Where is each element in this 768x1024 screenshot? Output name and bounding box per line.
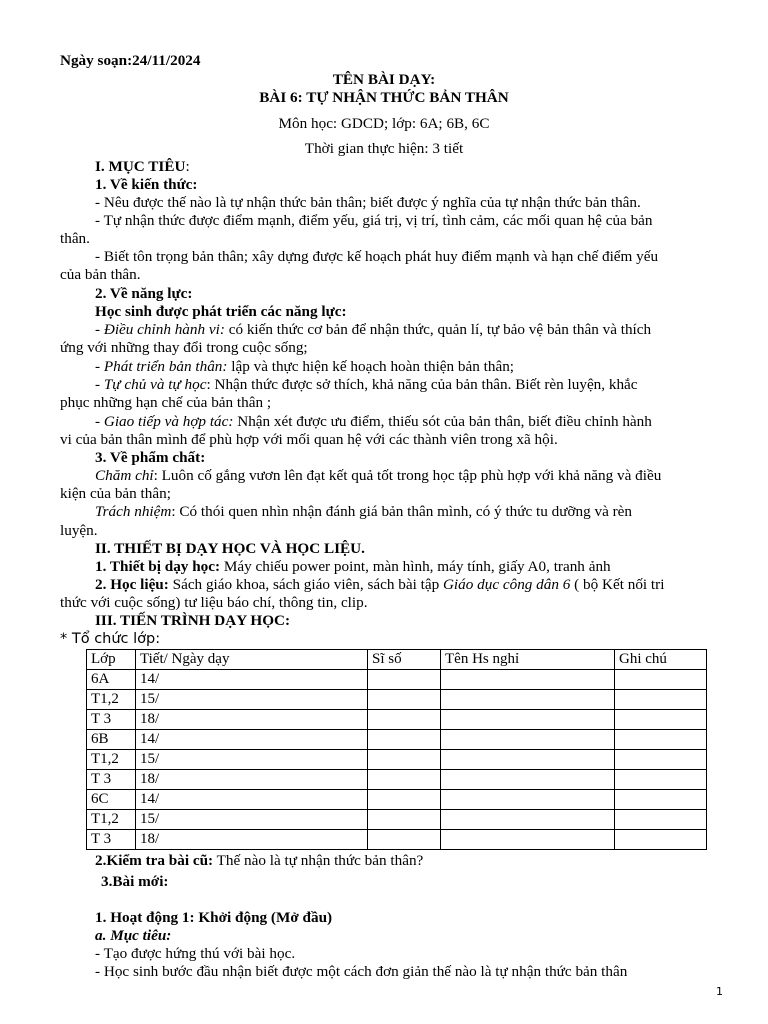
goal-item-2: - Học sinh bước đầu nhận biết được một cách đơn giản thế nào là tự nhận thức bản thân bbox=[95, 963, 628, 980]
equipment-line: 1. Thiết bị dạy học: Máy chiếu power point, màn hình, máy tính, giấy A0, tranh ảnh bbox=[95, 558, 611, 575]
attendance-table bbox=[86, 649, 707, 850]
table-cell bbox=[368, 830, 441, 850]
table-cell bbox=[441, 830, 615, 850]
quality-heading: 3. Về phẩm chất: bbox=[95, 449, 206, 466]
table-row bbox=[87, 710, 707, 730]
goal-item-1: - Tạo được hứng thú với bài học. bbox=[95, 945, 296, 962]
table-cell: 18/ bbox=[136, 830, 368, 850]
table-cell: T 3 bbox=[87, 710, 136, 730]
activity-1-heading: 1. Hoạt động 1: Khởi động (Mở đầu) bbox=[95, 909, 333, 926]
knowledge-item-2: - Tự nhận thức được điểm mạnh, điểm yếu, giá trị, vị trí, tình cảm, các mối quan hệ của bản bbox=[95, 212, 653, 229]
knowledge-item-2-cont: thân. bbox=[60, 230, 90, 247]
table-row bbox=[87, 810, 707, 830]
old-lesson-check: 2.Kiểm tra bài cũ: Thế nào là tự nhận thức bản thân? bbox=[95, 852, 424, 869]
table-header-cell: Tên Hs nghỉ bbox=[441, 650, 615, 670]
table-cell: 14/ bbox=[136, 790, 368, 810]
resources-line: 2. Học liệu: Sách giáo khoa, sách giáo viên, sách bài tập Giáo dục công dân 6 ( bộ Kết nối tri bbox=[95, 576, 665, 593]
table-cell: T1,2 bbox=[87, 690, 136, 710]
quality-item-2-cont: luyện. bbox=[60, 522, 98, 539]
table-cell bbox=[615, 770, 707, 790]
table-cell: T1,2 bbox=[87, 750, 136, 770]
materials-heading: II. THIẾT BỊ DẠY HỌC VÀ HỌC LIỆU. bbox=[95, 540, 365, 557]
table-cell: T1,2 bbox=[87, 810, 136, 830]
lesson-title: BÀI 6: TỰ NHẬN THỨC BẢN THÂN bbox=[259, 89, 509, 106]
duration-line: Thời gian thực hiện: 3 tiết bbox=[304, 140, 464, 157]
subject-line: Môn học: GDCD; lớp: 6A; 6B, 6C bbox=[278, 115, 490, 132]
table-cell: T 3 bbox=[87, 830, 136, 850]
table-header-cell: Ghi chú bbox=[615, 650, 707, 670]
goal-label: a. Mục tiêu: bbox=[95, 927, 172, 944]
competence-subheading: Học sinh được phát triển các năng lực: bbox=[95, 303, 347, 320]
table-cell bbox=[615, 790, 707, 810]
quality-item-1-cont: kiện của bản thân; bbox=[60, 485, 171, 502]
competence-item-4: - Giao tiếp và hợp tác: Nhận xét được ưu điểm, thiếu sót của bản thân, biết điều chỉnh hành bbox=[95, 413, 652, 430]
table-row bbox=[87, 730, 707, 750]
table-header-row bbox=[87, 650, 707, 670]
table-cell bbox=[368, 710, 441, 730]
quality-item-1: Chăm chỉ: Luôn cố gắng vươn lên đạt kết quả tốt trong học tập phù hợp với khả năng và điều bbox=[95, 467, 662, 484]
table-header-cell: Tiết/ Ngày dạy bbox=[136, 650, 368, 670]
competence-item-2: - Phát triển bản thân: lập và thực hiện kế hoạch hoàn thiện bản thân; bbox=[95, 358, 515, 375]
table-cell: 6B bbox=[87, 730, 136, 750]
table-cell bbox=[615, 750, 707, 770]
table-row bbox=[87, 750, 707, 770]
table-cell bbox=[368, 730, 441, 750]
knowledge-item-3: - Biết tôn trọng bản thân; xây dựng được kế hoạch phát huy điểm mạnh và hạn chế điểm yếu bbox=[95, 248, 659, 265]
competence-item-1: - Điều chỉnh hành vi: có kiến thức cơ bản để nhận thức, quản lí, tự bảo vệ bản thân và thích bbox=[95, 321, 652, 338]
resources-line-cont: thức với cuộc sống) tư liệu báo chí, thông tin, clip. bbox=[60, 594, 368, 611]
table-cell bbox=[615, 670, 707, 690]
table-cell bbox=[615, 690, 707, 710]
quality-item-2: Trách nhiệm: Có thói quen nhìn nhận đánh giá bản thân mình, có ý thức tu dưỡng và rèn bbox=[95, 503, 633, 520]
table-cell: 14/ bbox=[136, 730, 368, 750]
table-cell bbox=[441, 810, 615, 830]
table-cell bbox=[441, 770, 615, 790]
table-row bbox=[87, 830, 707, 850]
table-cell bbox=[441, 730, 615, 750]
class-organization-label: * Tổ chức lớp: bbox=[60, 631, 161, 647]
table-header-cell: Sĩ số bbox=[368, 650, 441, 670]
competence-heading: 2. Về năng lực: bbox=[95, 285, 193, 302]
new-lesson-heading: 3.Bài mới: bbox=[101, 873, 169, 890]
date-prepared: Ngày soạn:24/11/2024 bbox=[60, 52, 201, 69]
knowledge-heading: 1. Về kiến thức: bbox=[95, 176, 198, 193]
table-header-cell: Lớp bbox=[87, 650, 136, 670]
table-cell: T 3 bbox=[87, 770, 136, 790]
table-cell: 15/ bbox=[136, 750, 368, 770]
table-row bbox=[87, 790, 707, 810]
table-cell: 15/ bbox=[136, 810, 368, 830]
table-cell bbox=[441, 710, 615, 730]
table-cell bbox=[615, 710, 707, 730]
table-cell bbox=[441, 670, 615, 690]
page-number: 1 bbox=[716, 985, 723, 998]
table-cell bbox=[615, 730, 707, 750]
table-row bbox=[87, 690, 707, 710]
objectives-heading: I. MỤC TIÊU: bbox=[95, 158, 190, 175]
table-cell bbox=[368, 790, 441, 810]
title-label: TÊN BÀI DẠY: bbox=[332, 71, 436, 88]
knowledge-item-3-cont: của bản thân. bbox=[60, 266, 141, 283]
table-cell bbox=[368, 810, 441, 830]
table-row bbox=[87, 770, 707, 790]
competence-item-3: - Tự chủ và tự học: Nhận thức được sở thích, khả năng của bản thân. Biết rèn luyện, khắc bbox=[95, 376, 638, 393]
competence-item-1-cont: ứng với những thay đổi trong cuộc sống; bbox=[60, 339, 308, 356]
knowledge-item-1: - Nêu được thế nào là tự nhận thức bản thân; biết được ý nghĩa của tự nhận thức bản thân. bbox=[95, 194, 641, 211]
table-cell bbox=[441, 750, 615, 770]
table-cell bbox=[615, 830, 707, 850]
table-cell bbox=[368, 750, 441, 770]
table-row bbox=[87, 670, 707, 690]
table-cell bbox=[441, 790, 615, 810]
table-cell bbox=[368, 770, 441, 790]
table-cell: 18/ bbox=[136, 770, 368, 790]
table-cell: 15/ bbox=[136, 690, 368, 710]
table-cell bbox=[368, 670, 441, 690]
process-heading: III. TIẾN TRÌNH DẠY HỌC: bbox=[95, 612, 291, 629]
table-cell: 6A bbox=[87, 670, 136, 690]
table-cell bbox=[368, 690, 441, 710]
table-cell: 14/ bbox=[136, 670, 368, 690]
competence-item-4-cont: vi của bản thân mình để phù hợp với mối quan hệ với các thành viên trong xã hội. bbox=[60, 431, 558, 448]
table-cell: 6C bbox=[87, 790, 136, 810]
table-cell bbox=[441, 690, 615, 710]
competence-item-3-cont: phục những hạn chế của bản thân ; bbox=[60, 394, 272, 411]
table-cell bbox=[615, 810, 707, 830]
table-cell: 18/ bbox=[136, 710, 368, 730]
